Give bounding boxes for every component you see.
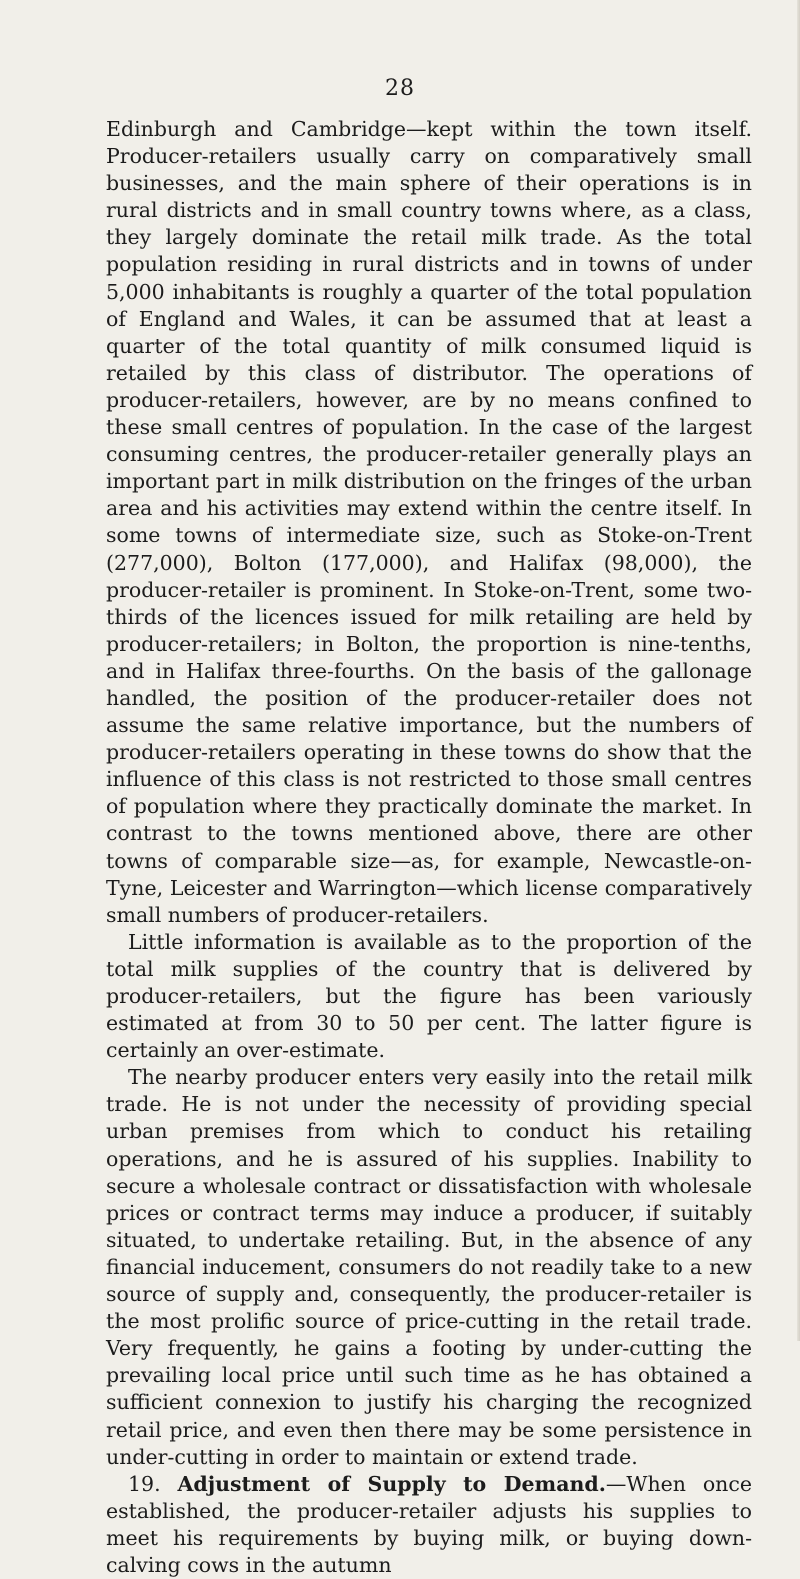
paragraph-producer-retailers: Edinburgh and Cambridge—kept within the town itself. Producer-retailers usually carry on comparatively small businesses, and the main sphere of their operations is in rural districts and in small country towns where, as a class, they largely dominate the retail milk trade. As the total population residing in rural districts and in towns of under 5,000 inhabitants is roughly a quarter of the total population of England and Wales, it can be assumed that at least a quarter of the total quantity of milk consumed liquid is retailed by this class of distributor. The operations of producer-retailers, however, are by no means confined to these small centres of population. In the case of the largest consuming centres, the producer-retailer generally plays an important part in milk distribution on the fringes of the urban area and his activities may extend within the centre itself. In some towns of intermediate size, such as Stoke-on-Trent (277,000), Bolton (177,000), and Halifax (98,000), the producer-retailer is prominent. In Stoke-on-Trent, some two-thirds of the licences issued for milk retailing are held by producer-retailers; in Bolton, the proportion is nine-tenths, and in Halifax three-fourths. On the basis of the gallonage handled, the position of the producer-retailer does not assume the same relative importance, but the numbers of producer-retailers operating in these towns do show that the influence of this class is not restricted to those small centres of population where they practically dominate the market. In contrast to the towns mentioned above, there are other towns of comparable size—as, for example, Newcastle-on-Tyne, Leicester and Warrington—which license comparatively small numbers of producer-retailers. (106, 117, 752, 927)
section-number: 19. (128, 1471, 161, 1496)
section-19-paragraph (106, 1471, 752, 1579)
paragraph-nearby-producer: The nearby producer enters very easily into the retail milk trade. He is not under the necessity of providing special urban premises from which to conduct his retailing operations, and he is assured of his supplies. Inability to secure a wholesale contract or dissatisfaction with wholesale prices or contract terms may induce a producer, if suitably situated, to undertake retailing. But, in the absence of any financial inducement, consumers do not readily take to a new source of supply and, consequently, the producer-retailer is the most prolific source of price-cutting in the retail trade. Very frequently, he gains a footing by under-cutting the prevailing local price until such time as he has obtained a sufficient connexion to justify his charging the recognized retail price, and even then there may be some persistence in under-cutting in order to maintain or extend trade. (106, 1065, 752, 1469)
body-text (106, 116, 752, 1579)
section-text: —When once established, the producer-retailer adjusts his supplies to meet his requirements by buying milk, or buying down-calving cows in the autumn (106, 1471, 752, 1577)
section-heading: Adjustment of Supply to Demand. (177, 1471, 606, 1496)
paragraph-milk-supply-proportion: Little information is available as to the proportion of the total milk supplies of the country that is delivered by producer-retailers, but the figure has been variously estimated at from 30 to 50 per cent. The latter figure is certainly an over-estimate. (106, 929, 752, 1063)
page-number: 28 (385, 76, 415, 101)
